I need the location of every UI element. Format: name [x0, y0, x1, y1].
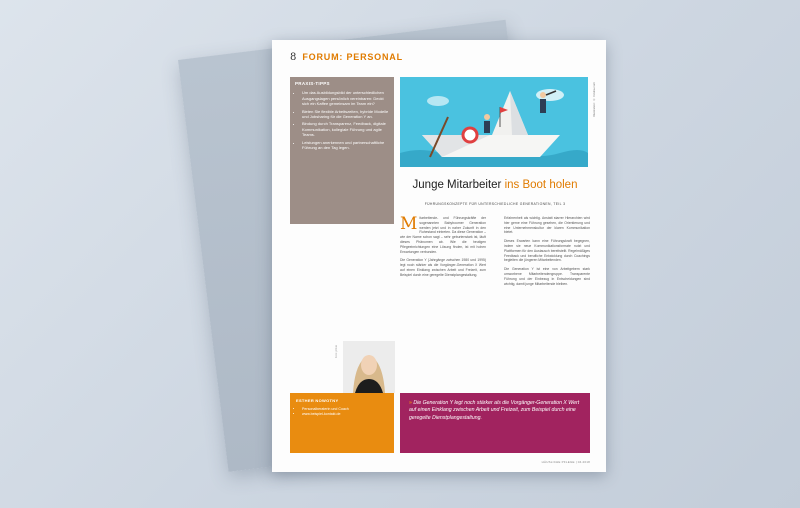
section-title: FORUM: PERSONAL	[302, 52, 403, 62]
magazine-page	[272, 40, 606, 472]
author-detail: • Personalberaterin und Coach	[302, 407, 388, 412]
quote-text: Die Generation Y legt noch stärker als die Vorgänger-Generation X Wert auf einen Einklang zwischen Arbeit und Freizeit, zum Beispiel durch eine geregelte Dienstplangestaltung.	[409, 400, 580, 421]
quote-mark: »	[409, 400, 412, 406]
page-number: 8	[290, 51, 297, 63]
article-title	[400, 179, 590, 191]
paper-boat-illustration	[400, 77, 588, 167]
tip-item: • Bindung durch Transparenz, Feedback, digitale Kommunikation, kollegiale Führung und agile Teams.	[302, 121, 389, 137]
author-details	[296, 407, 388, 417]
article-paragraph: Die Generation Y ist eine von Arbeitgebern stark umworbene Mitarbeitendengruppe. Transparente Führung und der Einbezug in Entscheidungen sind wichtig, damit junge Mitarbeitende bleiben.	[504, 267, 590, 286]
portrait-credit: Foto: privat	[335, 345, 338, 358]
tip-item: • Um das Ausbildungsbild der unterschiedlichen Ausgangslagen persönlich vereinbaren: Deckt sich ein Kaffee gemeinsam im Team ein?	[302, 90, 389, 106]
tip-item: • Bieten Sie flexible Arbeitszeiten, hybride Modelle und Jobsharing für die Generation Y an.	[302, 109, 389, 120]
article-paragraph: Erfahrenheit als wichtig. Anstatt starrer Hierarchien wird hier gerne eine Führung gesehen, die Orientierung und eine Unternehmenskultur der klaren Kommunikation bietet.	[504, 216, 590, 235]
article-column-2	[504, 216, 590, 290]
article-title-highlight: ins Boot holen	[504, 179, 578, 191]
article-column-1	[400, 216, 486, 282]
portrait-graphic	[343, 341, 395, 393]
illustration-credit: Illustration: © fotolia.com	[592, 82, 596, 117]
author-name: ESTHER NOWOTNY	[296, 398, 339, 403]
page-footer: HÄUSLICHE PFLEGE | 04.2018	[541, 460, 590, 464]
pull-quote	[400, 393, 590, 453]
article-subtitle: FÜHRUNGSKONZEPTE FÜR UNTERSCHIEDLICHE GENERATIONEN, TEIL 3	[424, 202, 566, 206]
tips-box	[290, 77, 394, 224]
boat-scene-graphic	[400, 77, 588, 167]
dropcap: M	[400, 214, 418, 234]
author-portrait	[343, 341, 395, 393]
tips-title: PRAXIS-TIPPS	[295, 81, 330, 86]
author-box	[290, 393, 394, 453]
tip-item: • Leistungen anerkennen und partnerschaftliche Führung an den Tag legen.	[302, 140, 389, 151]
author-detail: • www.beispiel-kontakt.de	[302, 412, 388, 417]
article-title-main: Junge Mitarbeiter	[412, 179, 505, 191]
tips-list	[295, 90, 389, 150]
article-paragraph: Die Generation Y (Jahrgänge zwischen 1980 und 1995) legt noch stärker als die Vorgänger-Generation X Wert auf einen Einklang zwischen Arbeit und Freizeit, zum Beispiel durch eine geregelte Dienstplangestaltung.	[400, 258, 486, 277]
article-paragraph: Dieses Erwarten kann eine Führungskraft begegnen, indem sie neue Kommunikationsformate nutzt und Plattformen für den Austausch bereitstellt. Regelmäßiges Feedback und berufliche Entwicklung durch Coachings begleiten die jüngeren Mitarbeitenden.	[504, 239, 590, 263]
page-header	[290, 49, 403, 65]
paragraph-text: itarbeitende- und Führungskräfte der sogenannten Babyboomer Generation werden jetzt und in naher Zukunft in den Ruhestand eintreten. Da diese Generation – wie der Name schon sagt – sehr geburtenstark ist, läuft dieses Phänomen ab. Wie die heutigen Pflegeeinrichtungen eine Lösung finden, ist mit hohen Erwartungen verbunden.	[400, 216, 486, 254]
article-paragraph	[400, 216, 486, 254]
